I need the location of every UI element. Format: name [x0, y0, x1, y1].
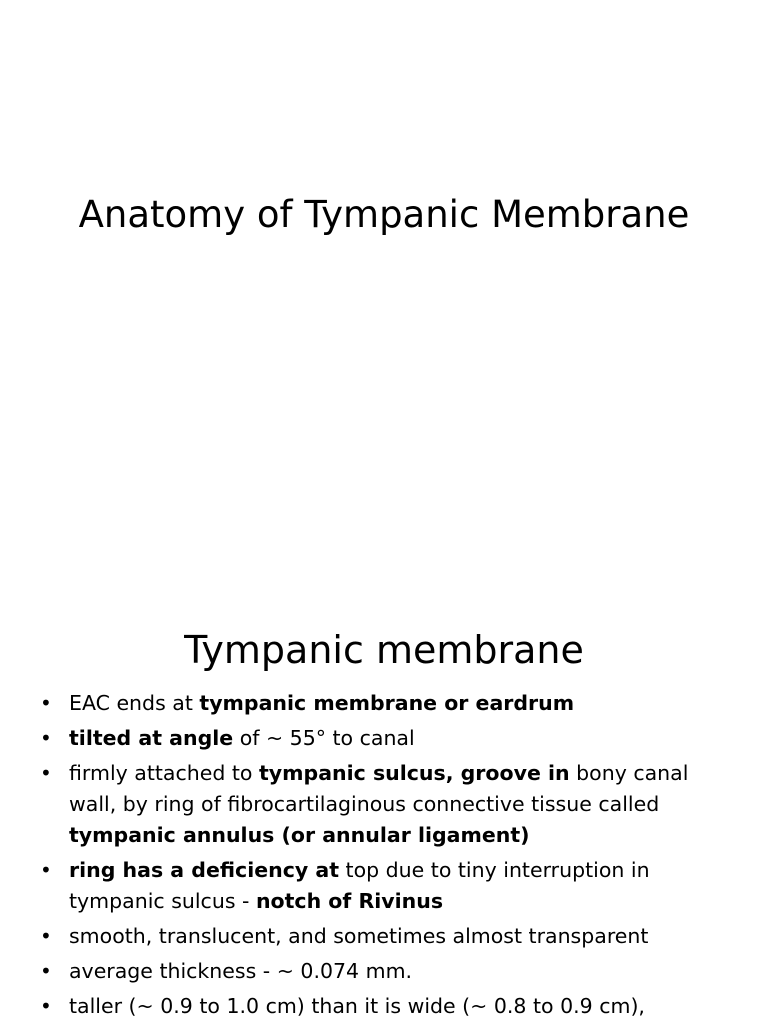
slide-title: Tympanic membrane [184, 628, 584, 672]
bullet-item [0, 688, 768, 719]
bullet-line [69, 723, 728, 754]
bullet-dot-icon: • [40, 761, 52, 785]
bullet-line [69, 855, 728, 886]
content-slide [0, 576, 768, 1024]
bold-text: tympanic annulus (or annular ligament) [69, 823, 530, 847]
bold-text: tympanic membrane or eardrum [199, 691, 575, 715]
bullet-item [0, 855, 768, 917]
bullet-item [0, 921, 768, 952]
bullet-dot-icon: • [40, 691, 52, 715]
bold-text: notch of Rivinus [255, 889, 444, 913]
body-text: EAC ends at [69, 691, 200, 715]
body-text: wall, by ring of fibrocartilaginous connective tissue called [69, 792, 660, 816]
bullet-line [69, 991, 728, 1022]
bullet-dot-icon: • [40, 726, 52, 750]
bullet-dot-icon: • [40, 924, 52, 948]
bullet-item [0, 758, 768, 851]
bullet-list [0, 688, 768, 1024]
bullet-line [69, 688, 728, 719]
slide-title: Anatomy of Tympanic Membrane [78, 193, 690, 236]
bullet-line [69, 820, 728, 851]
body-text: of ~ 55° to canal [233, 726, 415, 750]
bold-text: tilted at angle [69, 726, 234, 750]
body-text: taller (~ 0.9 to 1.0 cm) than it is wide (~ 0.8 to 0.9 cm), [69, 994, 645, 1018]
bullet-line [69, 789, 728, 820]
bullet-dot-icon: • [40, 959, 52, 983]
bold-text: tympanic sulcus, groove in [259, 761, 570, 785]
body-text: firmly attached to [69, 761, 259, 785]
body-text: average thickness - ~ 0.074 mm. [69, 959, 413, 983]
bullet-line [69, 956, 728, 987]
body-text: smooth, translucent, and sometimes almost transparent [69, 924, 649, 948]
bullet-line [69, 886, 728, 917]
body-text: top due to tiny interruption in [339, 858, 650, 882]
bullet-line [69, 921, 728, 952]
bullet-dot-icon: • [40, 994, 52, 1018]
body-text: bony canal [569, 761, 689, 785]
bold-text: ring has a deficiency at [69, 858, 340, 882]
bullet-dot-icon: • [40, 858, 52, 882]
bullet-item [0, 723, 768, 754]
bullet-item [0, 991, 768, 1022]
bullet-line [69, 758, 728, 789]
bullet-item [0, 956, 768, 987]
body-text: tympanic sulcus - [69, 889, 256, 913]
